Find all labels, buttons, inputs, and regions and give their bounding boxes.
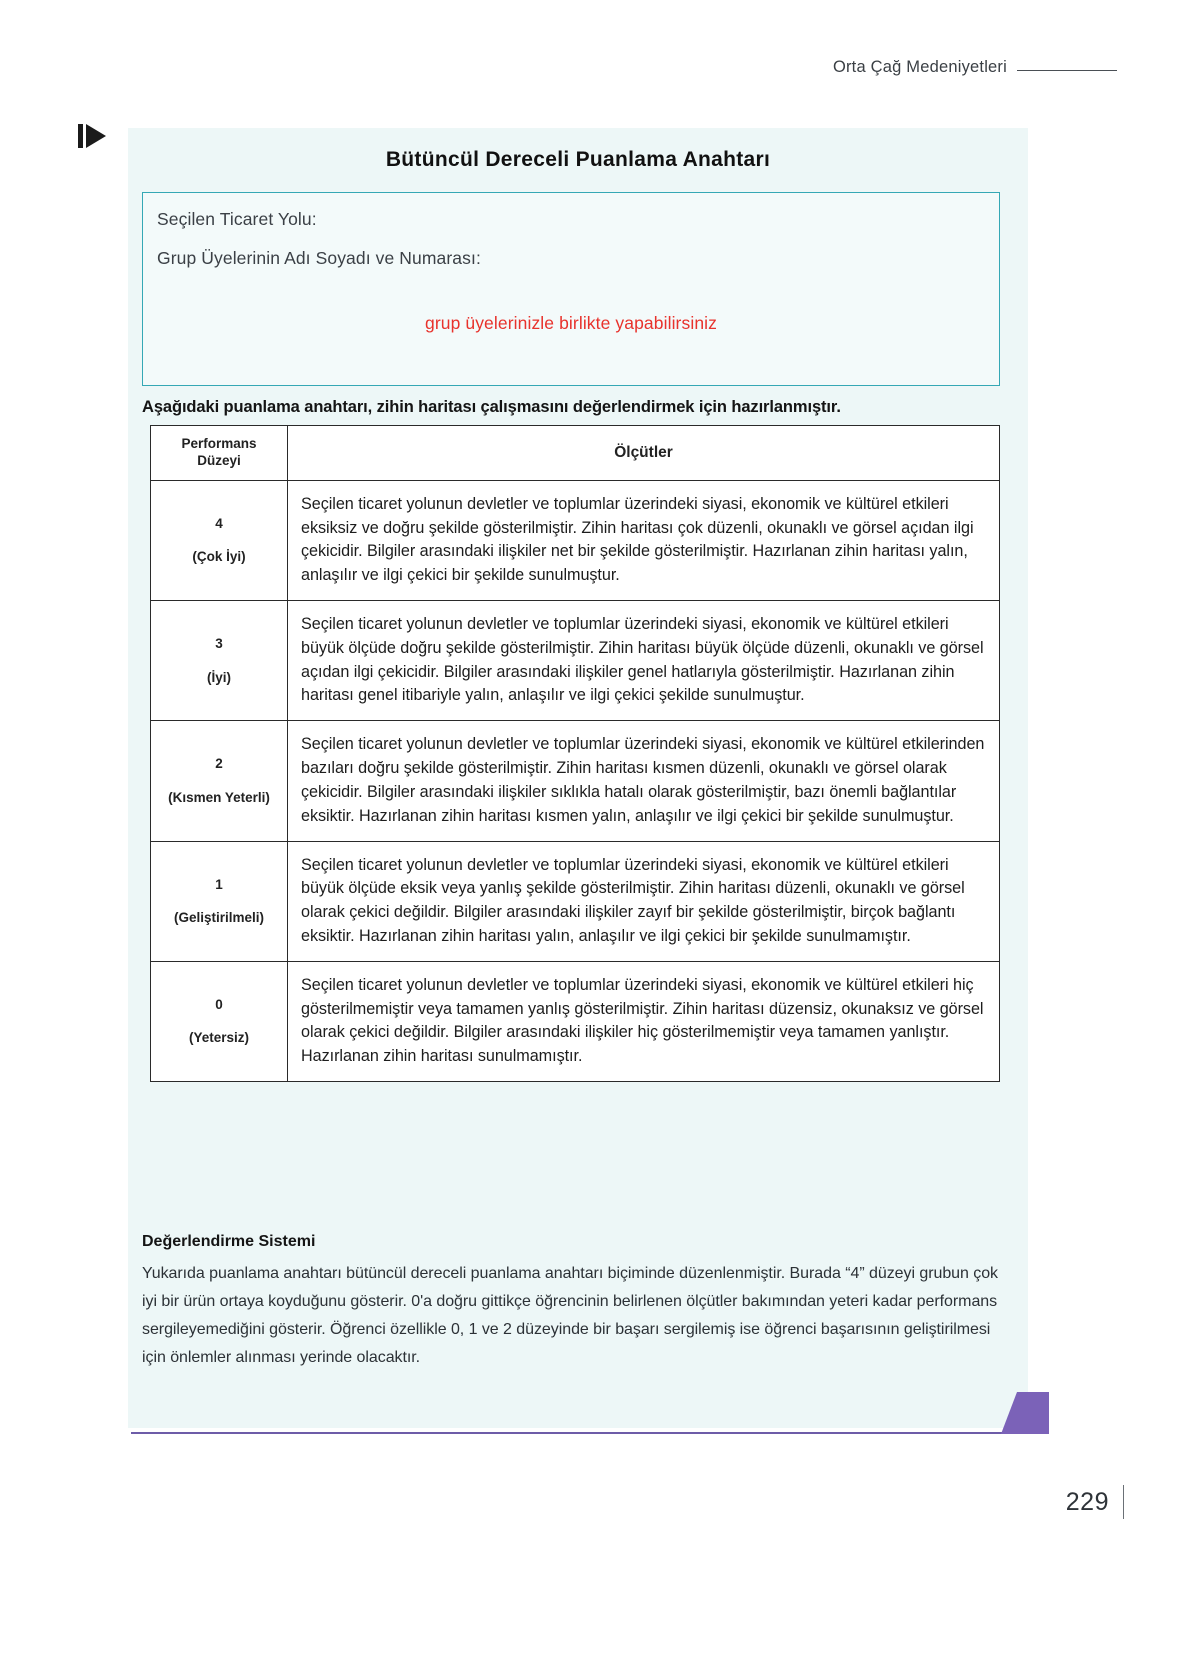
level-cell [151,841,288,961]
running-head-text: Orta Çağ Medeniyetleri [832,58,1007,76]
criteria-cell: Seçilen ticaret yolunun devletler ve toplumlar üzerindeki siyasi, ekonomik ve kültürel etkileri eksiksiz ve doğru şekilde gösterilmiştir. Zihin haritası çok düzenli, okunaklı ve görsel açıdan ilgi çekicidir. Bilgiler arasındaki ilişkiler net bir şekilde gösterilmiştir. Hazırlanan zihin haritası yalın, anlaşılır ve ilgi çekici bir şekilde sunulmuştur. [288,480,1000,600]
page-number-group [1066,1485,1124,1519]
evaluation-system-block [142,1233,1010,1372]
criteria-cell: Seçilen ticaret yolunun devletler ve toplumlar üzerindeki siyasi, ekonomik ve kültürel etkileri büyük ölçüde eksik veya yanlış şekilde gösterilmiştir. Zihin haritası düzenli, okunaklı ve görsel olarak çekici değildir. Bilgiler arasındaki ilişkiler zayıf bir şekilde gösterilmiştir, birçok bağlantı eksiktir. Hazırlanan zihin haritası yalın, anlaşılır ve ilgi çekici bir şekilde sunulmamıştır. [288,841,1000,961]
running-head-rule [1017,70,1117,71]
page-number: 229 [1065,1487,1109,1516]
header-performance-level-line2: Düzeyi [197,452,241,468]
footer-rule [131,1432,1011,1434]
level-cell [151,601,288,721]
page-number-rule [1123,1485,1124,1519]
level-cell [151,721,288,841]
group-members-label: Grup Üyelerinin Adı Soyadı ve Numarası: [157,248,481,268]
header-performance-level [151,426,288,481]
level-score: 1 [215,876,223,892]
table-row [151,601,1000,721]
page-title: Bütüncül Dereceli Puanlama Anahtarı [385,148,771,171]
level-score: 4 [215,515,223,531]
table-header-row [151,426,1000,481]
criteria-cell: Seçilen ticaret yolunun devletler ve toplumlar üzerindeki siyasi, ekonomik ve kültürel etkilerinden bazıları doğru şekilde gösterilmiştir. Zihin haritası kısmen düzenli, okunaklı ve görsel olarak çekicidir. Bilgiler arasındaki ilişkiler sıklıkla hatalı olarak gösterilmiştir, bazı önemli bağlantılar eksiktir. Hazırlanan zihin haritası kısmen yalın, anlaşılır ve ilgi çekici bir şekilde sunulmuştur. [288,721,1000,841]
header-criteria: Ölçütler [288,426,1000,481]
level-score: 2 [215,756,223,772]
flag-bar [78,124,83,148]
level-score: 3 [215,636,223,652]
level-label: (Kısmen Yeterli) [168,789,270,805]
level-label: (Çok İyi) [192,549,246,565]
table-row [151,721,1000,841]
lead-in-sentence: Aşağıdaki puanlama anahtarı, zihin haritası çalışmasını değerlendirmek için hazırlanmıştır. [142,398,841,416]
selected-trade-route-label: Seçilen Ticaret Yolu: [157,209,317,229]
footer-accent-tab-slant [1001,1392,1017,1434]
table-row [151,841,1000,961]
level-label: (Geliştirilmeli) [173,910,265,926]
student-entry-box[interactable] [142,192,1000,386]
header-performance-level-line1: Performans [181,436,257,451]
flag-triangle [86,124,106,148]
level-label: (İyi) [206,669,231,685]
level-cell [151,480,288,600]
evaluation-system-body: Yukarıda puanlama anahtarı bütüncül dereceli puanlama anahtarı biçiminde düzenlenmiştir. Burada “4” düzeyi grubun çok iyi bir ürün ortaya koyduğunu gösterir. 0'a doğru gittikçe öğrencinin belirlenen ölçütler bakımından yeteri kadar performans sergileyemediğini gösterir. Öğrenci özellikle 0, 1 ve 2 düzeyinde bir başarı sergilemiş ise öğrenci başarısının geliştirilmesi için önlemler alınması yerinde olacaktır. [142,1265,999,1366]
rubric-panel [128,128,1028,1428]
criteria-cell: Seçilen ticaret yolunun devletler ve toplumlar üzerindeki siyasi, ekonomik ve kültürel etkileri büyük ölçüde doğru şekilde gösterilmiştir. Zihin haritası büyük ölçüde düzenli, okunaklı ve görsel açıdan ilgi çekicidir. Bilgiler arasındaki ilişkiler genel hatlarıyla gösterilmiştir. Hazırlanan zihin haritası genel itibariyle yalın, anlaşılır ve ilgi çekici şekilde sunulmuştur. [288,601,1000,721]
running-head [833,58,1117,77]
criteria-cell: Seçilen ticaret yolunun devletler ve toplumlar üzerindeki siyasi, ekonomik ve kültürel etkileri hiç gösterilmemiştir veya tamamen yanlış gösterilmiştir. Zihin haritası düzensiz, okunaksız ve görsel olarak çekici değildir. Bilgiler arasındaki ilişkiler hiç gösterilmemiştir veya tamamen yanlıştır. Hazırlanan zihin haritası sunulmamıştır. [288,961,1000,1081]
level-label: (Yetersiz) [188,1030,250,1046]
rubric-table-wrapper [150,425,1000,1082]
level-score: 0 [215,996,223,1012]
table-row [151,480,1000,600]
footer-accent-tab [1017,1392,1049,1434]
rubric-table [150,425,1000,1082]
level-cell [151,961,288,1081]
handwritten-note: grup üyelerinizle birlikte yapabilirsiniz [424,313,717,333]
flag-arrow-icon [78,124,112,148]
table-row [151,961,1000,1081]
evaluation-system-title: Değerlendirme Sistemi [142,1233,316,1250]
